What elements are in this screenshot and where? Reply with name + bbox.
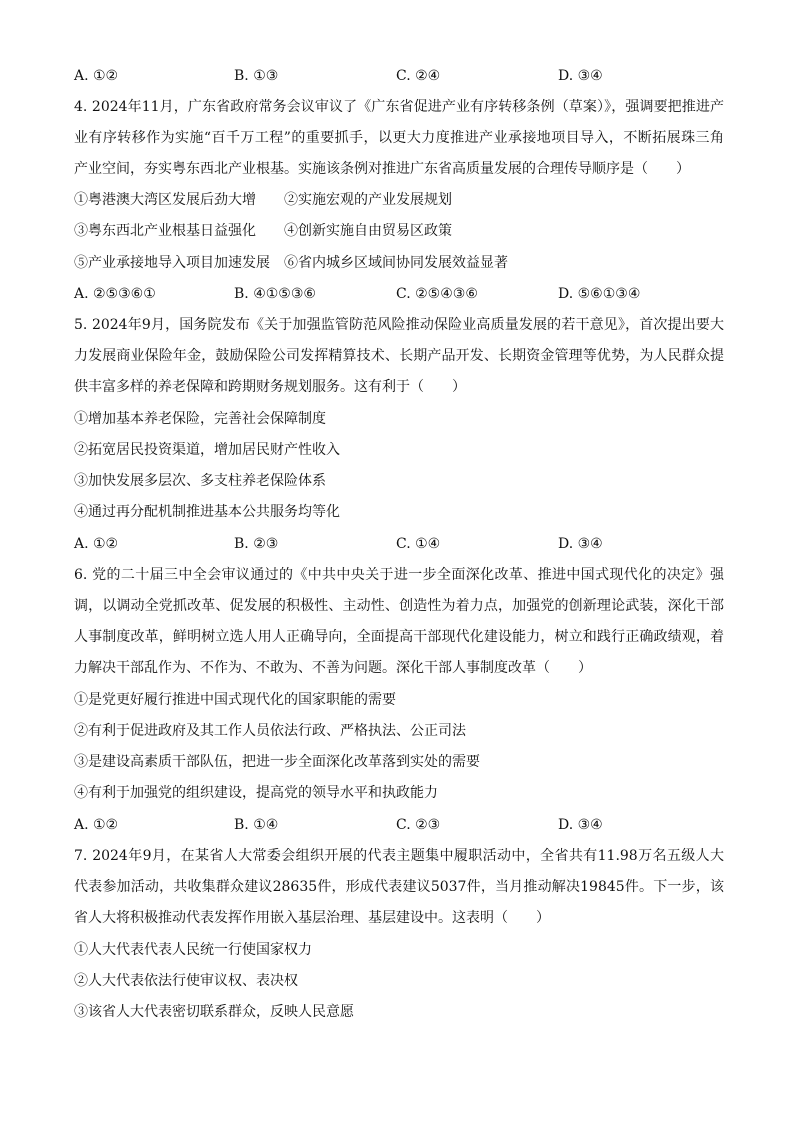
q5-choices xyxy=(74,534,724,554)
q6-option-3: ③是建设高素质干部队伍，把进一步全面深化改革落到实处的需要 xyxy=(74,754,480,770)
q5-option-1: ①增加基本养老保险，完善社会保障制度 xyxy=(74,411,326,427)
q7-option-1: ①人大代表代表人民统一行使国家权力 xyxy=(74,942,312,958)
q4-option-5-6: ⑤产业承接地导入项目加速发展 ⑥省内城乡区域间协同发展效益显著 xyxy=(74,255,508,271)
q5-choice-b: B. ②③ xyxy=(234,536,279,552)
q5-stem-line-3: 供丰富多样的养老保障和跨期财务规划服务。这有利于（ ） xyxy=(74,379,466,395)
q5-choice-d: D. ③④ xyxy=(558,536,603,552)
q6-option-4: ④有利于加强党的组织建设，提高党的领导水平和执政能力 xyxy=(74,785,438,801)
q4-choice-c: C. ②⑤④③⑥ xyxy=(396,286,478,302)
q7-option-3: ③该省人大代表密切联系群众，反映人民意愿 xyxy=(74,1004,354,1020)
q7-stem-line-1: 7. 2024年9月，在某省人大常委会组织开展的代表主题集中履职活动中，全省共有11.98万名五级人大 xyxy=(74,848,724,864)
q5-stem-line-2: 力发展商业保险年金，鼓励保险公司发挥精算技术、长期产品开发、长期资金管理等优势，为人民群众提 xyxy=(74,348,724,364)
q6-choice-c: C. ②③ xyxy=(396,817,441,833)
q6-stem-line-3: 人事制度改革，鲜明树立选人用人正确导向，全面提高干部现代化建设能力，树立和践行正确政绩观，着 xyxy=(74,629,724,645)
q7-option-2: ②人大代表依法行使审议权、表决权 xyxy=(74,973,298,989)
q4-choice-d: D. ⑤⑥①③④ xyxy=(558,286,641,302)
q4-choices xyxy=(74,284,724,304)
q6-stem-line-1: 6. 党的二十届三中全会审议通过的《中共中央关于进一步全面深化改革、推进中国式现代化的决定》强 xyxy=(74,567,724,583)
q5-option-4: ④通过再分配机制推进基本公共服务均等化 xyxy=(74,504,340,520)
q4-option-3-4: ③粤东西北产业根基日益强化 ④创新实施自由贸易区政策 xyxy=(74,223,452,239)
q6-choice-a: A. ①② xyxy=(74,817,119,833)
q4-stem-line-1: 4. 2024年11月，广东省政府常务会议审议了《广东省促进产业有序转移条例（草案）》，强调要把推进产 xyxy=(74,99,724,115)
q7-stem-line-2: 代表参加活动，共收集群众建议28635件，形成代表建议5037件，当月推动解决19845件。下一步，该 xyxy=(74,879,724,895)
q4-stem-line-2: 业有序转移作为实施“百千万工程”的重要抓手，以更大力度推进产业承接地项目导入，不断拓展珠三角 xyxy=(74,130,724,146)
q5-option-2: ②拓宽居民投资渠道，增加居民财产性收入 xyxy=(74,442,340,458)
q5-choice-a: A. ①② xyxy=(74,536,119,552)
q6-stem-line-2: 调，以调动全党抓改革、促发展的积极性、主动性、创造性为着力点，加强党的创新理论武装，深化干部 xyxy=(74,598,724,614)
q4-option-1-2: ①粤港澳大湾区发展后劲大增 ②实施宏观的产业发展规划 xyxy=(74,192,452,208)
q6-choice-d: D. ③④ xyxy=(558,817,603,833)
q5-choice-c: C. ①④ xyxy=(396,536,441,552)
q4-choice-a: A. ②⑤③⑥① xyxy=(74,286,156,302)
q5-option-3: ③加快发展多层次、多支柱养老保险体系 xyxy=(74,473,326,489)
q3-choices xyxy=(74,66,724,86)
q7-stem-line-3: 省人大将积极推动代表发挥作用嵌入基层治理、基层建设中。这表明（ ） xyxy=(74,910,550,926)
q3-choice-a: A. ①② xyxy=(74,68,119,84)
q3-choice-c: C. ②④ xyxy=(396,68,441,84)
q6-option-1: ①是党更好履行推进中国式现代化的国家职能的需要 xyxy=(74,692,396,708)
q4-stem-line-3: 产业空间，夯实粤东西北产业根基。实施该条例对推进广东省高质量发展的合理传导顺序是（ ） xyxy=(74,161,690,177)
q6-option-2: ②有利于促进政府及其工作人员依法行政、严格执法、公正司法 xyxy=(74,723,466,739)
q3-choice-b: B. ①③ xyxy=(234,68,279,84)
q4-choice-b: B. ④①⑤③⑥ xyxy=(234,286,316,302)
q6-choices xyxy=(74,815,724,835)
q6-choice-b: B. ①④ xyxy=(234,817,279,833)
q5-stem-line-1: 5. 2024年9月，国务院发布《关于加强监管防范风险推动保险业高质量发展的若干意见》，首次提出要大 xyxy=(74,317,724,333)
q3-choice-d: D. ③④ xyxy=(558,68,603,84)
q6-stem-line-4: 力解决干部乱作为、不作为、不敢为、不善为问题。深化干部人事制度改革（ ） xyxy=(74,660,592,676)
